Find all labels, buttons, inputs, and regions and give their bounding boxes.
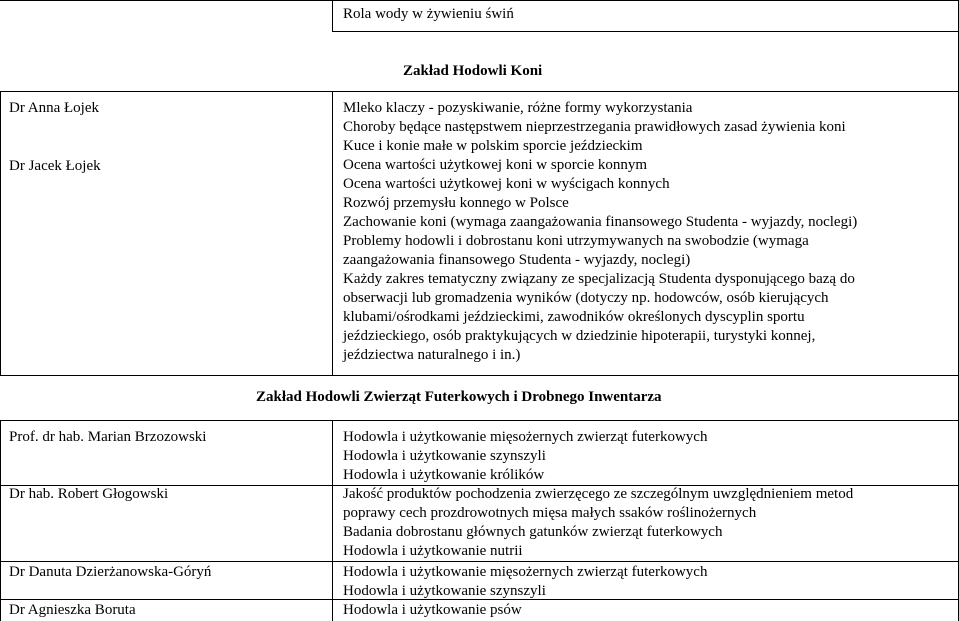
- staff-name: Dr Jacek Łojek: [9, 158, 101, 174]
- topic-item: Każdy zakres tematyczny związany ze specjalizacją Studenta dysponującego bazą do: [343, 271, 855, 287]
- topic-item: jeździectwa naturalnego i in.): [343, 347, 521, 363]
- topic-list-horses: [343, 99, 857, 365]
- topic-item: obserwacji lub gromadzenia wyników (dotyczy np. hodowców, osób kierujących: [343, 290, 829, 306]
- border-above-fur-title: [0, 375, 959, 376]
- topic-item: Choroby będące następstwem nieprzestrzegania prawidłowych zasad żywienia koni: [343, 119, 846, 135]
- staff-name: Dr hab. Robert Głogowski: [9, 486, 169, 502]
- border-top: [0, 0, 959, 1]
- border-below-horses-title: [0, 91, 959, 92]
- topic-item: Hodowla i użytkowanie mięsożernych zwierząt futerkowych: [343, 429, 708, 445]
- topic-item: Jakość produktów pochodzenia zwierzęcego ze szczególnym uwzględnieniem metod: [343, 486, 854, 502]
- topic-list-fur-4: [343, 601, 522, 620]
- border-mid-horses: [332, 91, 333, 376]
- topic-item: Mleko klaczy - pozyskiwanie, różne formy wykorzystania: [343, 100, 693, 116]
- staff-name: Dr Anna Łojek: [9, 100, 99, 116]
- topic-item: jeździeckiego, osób praktykujących w dziedzinie hipoterapii, turystyki konnej,: [343, 328, 816, 344]
- topic-item: Hodowla i użytkowanie nutrii: [343, 543, 523, 559]
- topic-item: Hodowla i użytkowanie szynszyli: [343, 448, 546, 464]
- staff-name: Dr Danuta Dzierżanowska-Góryń: [9, 564, 212, 580]
- top-row-topic: Rola wody w żywieniu świń: [343, 6, 514, 22]
- topic-item: Badania dobrostanu głównych gatunków zwierząt futerkowych: [343, 524, 723, 540]
- topic-item: Hodowla i użytkowanie szynszyli: [343, 583, 546, 599]
- topic-list-fur-1: [343, 428, 707, 485]
- topic-item: zaangażowania finansowego Studenta - wyjazdy, noclegi): [343, 252, 691, 268]
- topic-item: Problemy hodowli i dobrostanu koni utrzymywanych na swobodzie (wymaga: [343, 233, 809, 249]
- border-mid-top: [332, 0, 333, 32]
- staff-name: Dr Agnieszka Boruta: [9, 602, 136, 618]
- topic-item: Ocena wartości użytkowej koni w wyścigach konnych: [343, 176, 670, 192]
- topic-item: Ocena wartości użytkowej koni w sporcie konnym: [343, 157, 648, 173]
- topic-list-fur-2: [343, 485, 853, 561]
- border-left-2: [0, 420, 1, 621]
- staff-name: Prof. dr hab. Marian Brzozowski: [9, 429, 207, 445]
- topic-item: Rozwój przemysłu konnego w Polsce: [343, 195, 569, 211]
- topic-item: Hodowla i użytkowanie mięsożernych zwierząt futerkowych: [343, 564, 708, 580]
- border-below-top-row: [332, 31, 959, 32]
- topic-item: Kuce i konie małe w polskim sporcie jeździeckim: [343, 138, 643, 154]
- border-row-2: [0, 561, 959, 562]
- border-below-fur-title: [0, 420, 959, 421]
- topic-item: poprawy cech prozdrowotnych mięsa małych ssaków roślinożernych: [343, 505, 757, 521]
- section-title-horses: Zakład Hodowli Koni: [403, 63, 543, 79]
- topic-item: Hodowla i użytkowanie psów: [343, 602, 522, 618]
- topic-item: klubami/ośrodkami jeździeckimi, zawodników określonych dyscyplin sportu: [343, 309, 805, 325]
- section-title-fur: Zakład Hodowli Zwierząt Futerkowych i Drobnego Inwentarza: [256, 389, 662, 405]
- border-left: [0, 91, 1, 376]
- topic-item: Hodowla i użytkowanie królików: [343, 467, 545, 483]
- topic-list-fur-3: [343, 563, 707, 601]
- border-mid-fur: [332, 420, 333, 621]
- topic-item: Zachowanie koni (wymaga zaangażowania finansowego Studenta - wyjazdy, noclegi): [343, 214, 858, 230]
